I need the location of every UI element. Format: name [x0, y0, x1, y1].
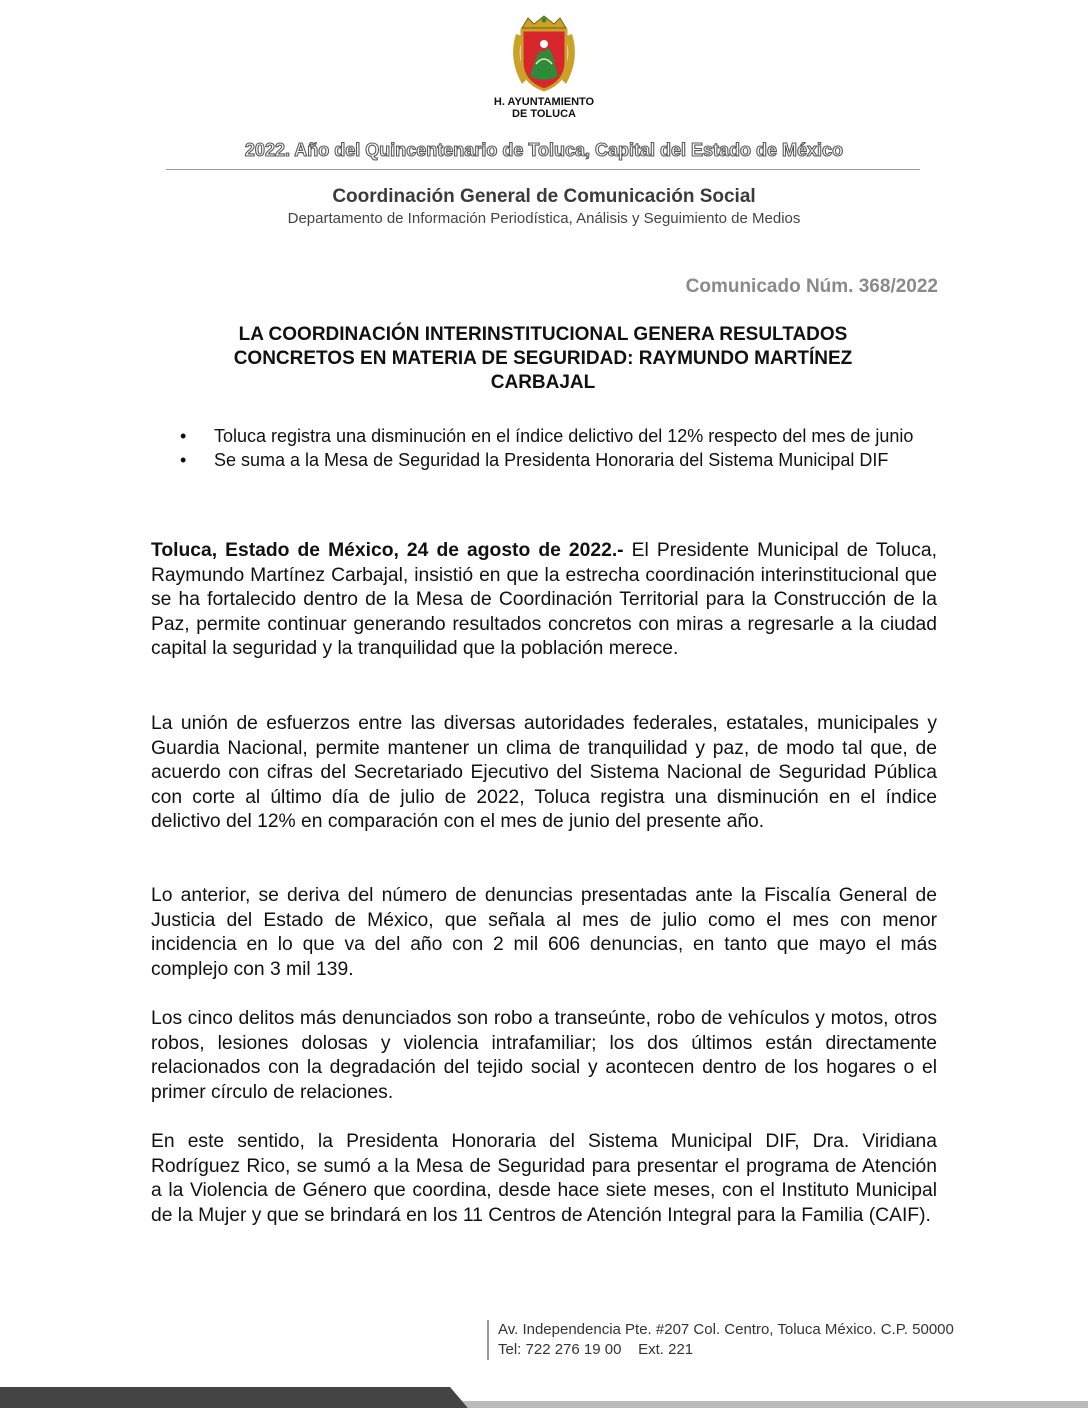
paragraph-1-text: El Presidente Municipal de Toluca, Raymundo Martínez Carbajal, insistió en que la estrecha coordinación interinstitucional que se ha fortalecido dentro de la Mesa de Coordinación Territorial para la Construcción de la Paz, permite continuar generando resultados concretos con miras a regresarle a la ciudad capital la seguridad y la tranquilidad que la población merece.	[151, 540, 937, 660]
dateline: Toluca, Estado de México, 24 de agosto de 2022.-	[151, 540, 624, 561]
body-paragraph-3: Lo anterior, se deriva del número de denuncias presentadas ante la Fiscalía General de Justicia del Estado de México, que señala al mes de julio como el mes con menor incidencia en lo que va del año con 2 mil 606 denuncias, en tanto que mayo el más complejo con 3 mil 139.	[151, 885, 937, 980]
bullet-dot-icon: •	[180, 450, 187, 470]
header-divider	[166, 169, 920, 170]
coordination-title: Coordinación General de Comunicación Social	[332, 186, 756, 207]
body-paragraph-5: En este sentido, la Presidenta Honoraria del Sistema Municipal DIF, Dra. Viridiana Rodríguez Rico, se sumó a la Mesa de Seguridad para presentar el programa de Atención a la Violencia de Género que coordina, desde hace siete meses, con el Instituto Municipal de la Mujer y que se brindará en los 11 Centros de Atención Integral para la Familia (CAIF).	[151, 1131, 937, 1226]
footer-divider	[487, 1320, 489, 1360]
bullet-item	[180, 424, 940, 448]
footer-address: Av. Independencia Pte. #207 Col. Centro, Toluca México. C.P. 50000	[498, 1321, 954, 1338]
bullet-dot-icon: •	[180, 426, 187, 446]
bullet-list	[180, 424, 940, 472]
bullet-item	[180, 448, 940, 472]
body-paragraph-4: Los cinco delitos más denunciados son robo a transeúnte, robo de vehículos y motos, otros robos, lesiones dolosas y violencia intrafamiliar; los dos últimos están directamente relacionados con la degradación del tejido social y acontecen dentro de los hogares o el primer círculo de relaciones.	[151, 1008, 937, 1103]
logo-caption	[470, 96, 618, 120]
body-paragraph-2: La unión de esfuerzos entre las diversas autoridades federales, estatales, municipales y Guardia Nacional, permite mantener un clima de tranquilidad y paz, de modo tal que, de acuerdo con cifras del Secretariado Ejecutivo del Sistema Nacional de Seguridad Pública con corte al último día de julio de 2022, Toluca registra una disminución en el índice delictivo del 12% en comparación con el mes de junio del presente año.	[151, 713, 937, 833]
logo-caption-line1: H. AYUNTAMIENTO	[493, 96, 595, 108]
footer-phone: Tel: 722 276 19 00 Ext. 221	[498, 1341, 694, 1358]
bullet-text: Se suma a la Mesa de Seguridad la Presidenta Honoraria del Sistema Municipal DIF	[214, 450, 889, 470]
headline: LA COORDINACIÓN INTERINSTITUCIONAL GENERA RESULTADOS CONCRETOS EN MATERIA DE SEGURIDAD: RAYMUNDO MARTÍNEZ CARBAJAL	[233, 324, 853, 393]
bullet-text: Toluca registra una disminución en el índice delictivo del 12% respecto del mes de junio	[214, 426, 914, 446]
logo-caption-line2: DE TOLUCA	[512, 108, 576, 120]
toluca-coat-of-arms-icon	[506, 14, 582, 94]
department-title: Departamento de Información Periodística, Análisis y Seguimiento de Medios	[287, 210, 801, 227]
footer-bar	[0, 1387, 1088, 1408]
body-paragraph-1	[151, 539, 937, 662]
year-banner: 2022. Año del Quincentenario de Toluca, Capital del Estado de México	[244, 140, 844, 160]
comunicado-number: Comunicado Núm. 368/2022	[685, 276, 938, 297]
